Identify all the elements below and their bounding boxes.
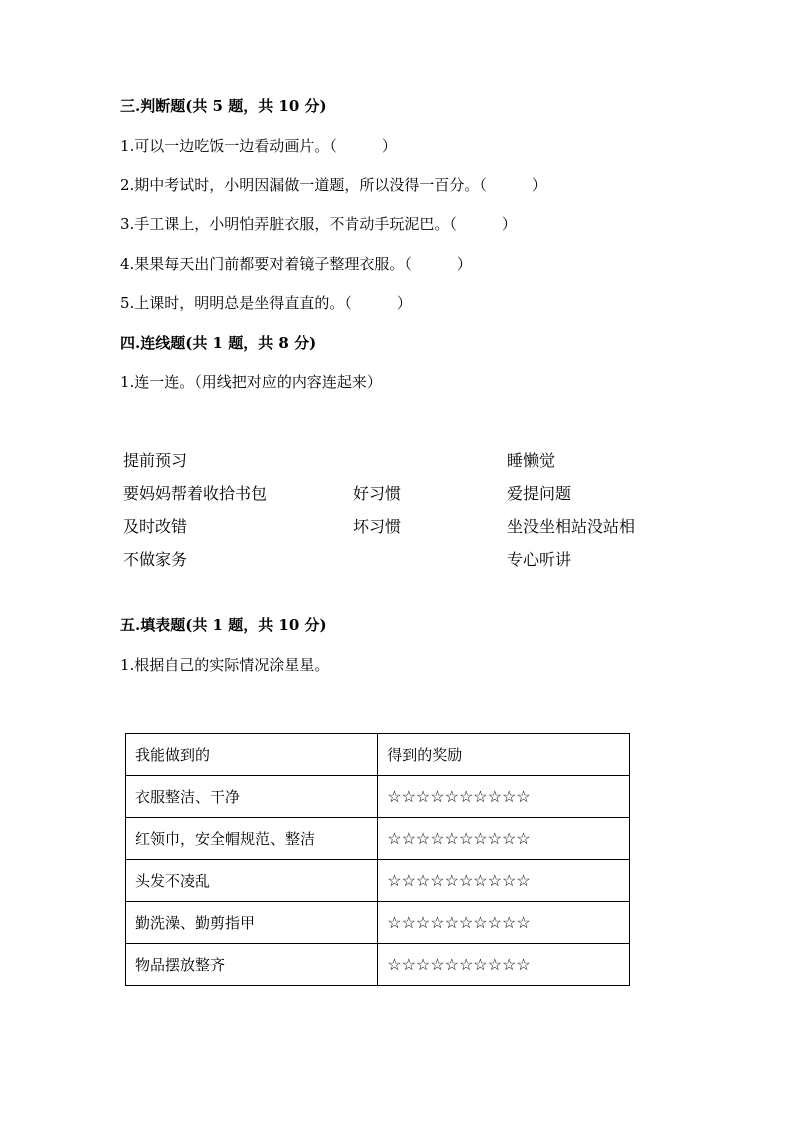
table-cell-stars[interactable]: ☆☆☆☆☆☆☆☆☆☆ [378,818,630,860]
table-row [126,776,630,818]
match-left-item: 提前预习 [123,451,188,470]
section5-heading: 五.填表题(共 1 题，共 10 分) [120,616,327,634]
judge-question-4: 4.果果每天出门前都要对着镜子整理衣服。（ ） [120,255,472,273]
match-left-item: 要妈妈帮着收拾书包 [123,484,268,503]
judge-question-1: 1.可以一边吃饭一边看动画片。（ ） [120,137,397,155]
match-question: 1.连一连。（用线把对应的内容连起来） [120,373,382,391]
match-right-item: 专心听讲 [507,550,572,569]
match-right-item: 爱提问题 [507,484,572,503]
table-row [126,902,630,944]
match-middle-item: 坏习惯 [353,517,402,536]
table-cell-item: 衣服整洁、干净 [126,776,378,818]
match-left-item: 及时改错 [123,517,188,536]
table-header-row [126,734,630,776]
judge-question-2: 2.期中考试时，小明因漏做一道题，所以没得一百分。（ ） [120,176,547,194]
table-cell-item: 勤洗澡、勤剪指甲 [126,902,378,944]
judge-question-3: 3.手工课上，小明怕弄脏衣服，不肯动手玩泥巴。（ ） [120,215,517,233]
table-cell-item: 头发不凌乱 [126,860,378,902]
table-cell-stars[interactable]: ☆☆☆☆☆☆☆☆☆☆ [378,944,630,986]
star-table [125,733,630,986]
section3-heading: 三.判断题(共 5 题，共 10 分) [120,97,327,115]
table-cell-stars[interactable]: ☆☆☆☆☆☆☆☆☆☆ [378,776,630,818]
table-question: 1.根据自己的实际情况涂星星。 [120,656,330,674]
table-cell-stars[interactable]: ☆☆☆☆☆☆☆☆☆☆ [378,860,630,902]
section4-heading: 四.连线题(共 1 题，共 8 分) [120,334,317,352]
table-cell-item: 物品摆放整齐 [126,944,378,986]
match-right-item: 睡懒觉 [507,451,556,470]
match-left-item: 不做家务 [123,550,188,569]
table-header-cell: 得到的奖励 [378,734,630,776]
table-cell-stars[interactable]: ☆☆☆☆☆☆☆☆☆☆ [378,902,630,944]
table-row [126,860,630,902]
table-row [126,944,630,986]
match-right-item: 坐没坐相站没站相 [507,517,636,536]
match-middle-item: 好习惯 [353,484,402,503]
table-header-cell: 我能做到的 [126,734,378,776]
table-cell-item: 红领巾，安全帽规范、整洁 [126,818,378,860]
judge-question-5: 5.上课时，明明总是坐得直直的。（ ） [120,294,412,312]
table-row [126,818,630,860]
